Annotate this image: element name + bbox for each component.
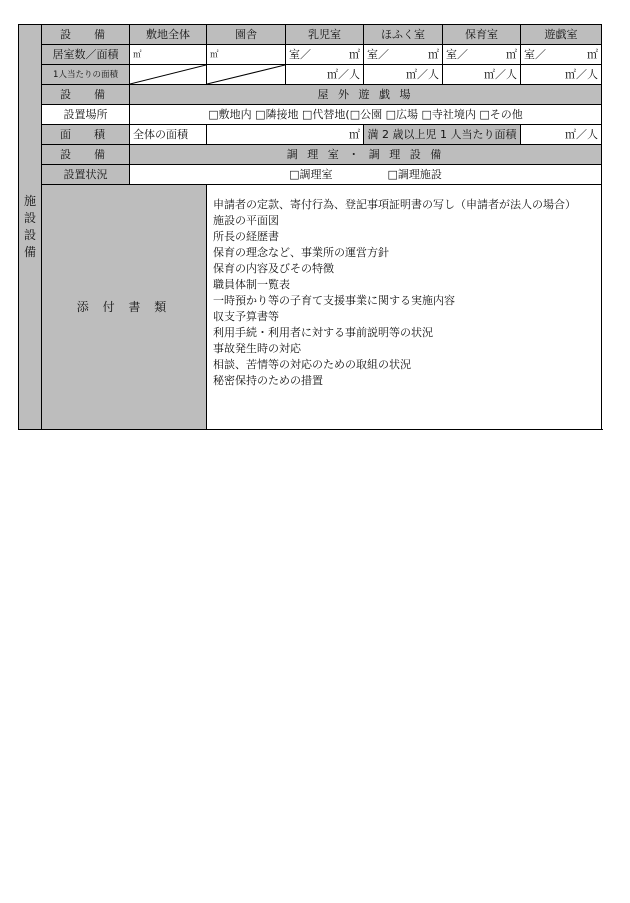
col-site-header: 敷地全体	[130, 25, 207, 45]
unit-label: ㎡	[133, 50, 142, 60]
col-nursery-room-header: 保育室	[443, 25, 521, 45]
unit-label: ㎡	[349, 47, 360, 61]
site-area-field[interactable]	[130, 45, 207, 65]
room-prefix: 室／	[367, 47, 389, 61]
facility-equipment-table	[18, 24, 602, 430]
attachment-item: 職員体制一覧表	[213, 278, 290, 291]
col-playroom-header: 遊戯室	[521, 25, 602, 45]
attachment-item: 事故発生時の対応	[213, 342, 301, 355]
unit-label: ㎡／人	[406, 67, 439, 81]
infant-room-area-field[interactable]	[286, 45, 364, 65]
nursery-room-area-field[interactable]	[443, 45, 521, 65]
facility-side-label	[19, 25, 42, 430]
facility-form-sheet	[18, 24, 601, 430]
attachment-item: 保育の内容及びその特徴	[213, 262, 334, 275]
over2-area-label: 満 2 歳以上児 1 人当たり面積	[364, 125, 521, 145]
attachment-item: 所長の経歴書	[213, 230, 279, 243]
attachment-item: 一時預かり等の子育て支援事業に関する実施内容	[213, 294, 455, 307]
side-char: 設	[23, 211, 36, 225]
room-area-label: 居室数／面積	[42, 45, 130, 65]
nursery-per-person-field[interactable]	[443, 65, 521, 85]
site-per-person-na	[130, 65, 207, 85]
playroom-area-field[interactable]	[521, 45, 602, 65]
side-char: 備	[23, 245, 36, 259]
attachment-item: 施設の平面図	[213, 214, 279, 227]
side-char: 設	[23, 228, 36, 242]
outdoor-equipment-label: 設 備	[42, 85, 130, 105]
side-char: 施	[23, 194, 36, 208]
kitchen-title: 調 理 室 ・ 調 理 設 備	[130, 145, 602, 165]
building-area-field[interactable]	[207, 45, 286, 65]
kitchen-room-checkbox[interactable]: □調理室	[289, 167, 333, 181]
total-area-label: 全体の面積	[130, 125, 207, 145]
unit-label: ㎡	[587, 47, 598, 61]
kitchen-status-options[interactable]	[130, 165, 602, 185]
area-label: 面 積	[42, 125, 130, 145]
unit-label: ㎡	[428, 47, 439, 61]
col-building-header: 園舎	[207, 25, 286, 45]
total-area-field[interactable]	[207, 125, 364, 145]
col-infant-room-header: 乳児室	[286, 25, 364, 45]
crawling-room-area-field[interactable]	[364, 45, 443, 65]
attachment-item: 申請者の定款、寄付行為、登記事項証明書の写し（申請者が法人の場合）	[213, 198, 576, 211]
attachments-label: 添 付 書 類	[42, 185, 207, 430]
unit-label: ㎡／人	[565, 127, 598, 141]
attachments-list	[207, 185, 602, 430]
unit-label: ㎡／人	[565, 67, 598, 81]
col-crawling-room-header: ほふく室	[364, 25, 443, 45]
diagonal-strike	[207, 65, 285, 84]
unit-label: ㎡	[506, 47, 517, 61]
kitchen-facility-checkbox[interactable]: □調理施設	[387, 167, 442, 181]
kitchen-equipment-label: 設 備	[42, 145, 130, 165]
per-person-label: 1人当たりの面積	[42, 65, 130, 85]
attachment-item: 相談、苦情等の対応のための取組の状況	[213, 358, 411, 371]
attachment-item: 秘密保持のための措置	[213, 374, 323, 387]
building-per-person-na	[207, 65, 286, 85]
infant-per-person-field[interactable]	[286, 65, 364, 85]
location-label: 設置場所	[42, 105, 130, 125]
unit-label: ㎡	[210, 50, 219, 60]
attachment-item: 保育の理念など、事業所の運営方針	[213, 246, 389, 259]
over2-area-field[interactable]	[521, 125, 602, 145]
attachment-item: 利用手続・利用者に対する事前説明等の状況	[213, 326, 433, 339]
playroom-per-person-field[interactable]	[521, 65, 602, 85]
room-prefix: 室／	[446, 47, 468, 61]
unit-label: ㎡／人	[327, 67, 360, 81]
room-prefix: 室／	[289, 47, 311, 61]
kitchen-status-label: 設置状況	[42, 165, 130, 185]
room-prefix: 室／	[524, 47, 546, 61]
diagonal-strike	[130, 65, 206, 84]
equipment-header-label: 設 備	[42, 25, 130, 45]
unit-label: ㎡	[349, 127, 360, 141]
unit-label: ㎡／人	[484, 67, 517, 81]
attachment-item: 収支予算書等	[213, 310, 279, 323]
crawling-per-person-field[interactable]	[364, 65, 443, 85]
outdoor-playground-title: 屋 外 遊 戯 場	[130, 85, 602, 105]
location-options[interactable]: □敷地内 □隣接地 □代替地(□公園 □広場 □寺社境内 □その他	[130, 105, 602, 125]
